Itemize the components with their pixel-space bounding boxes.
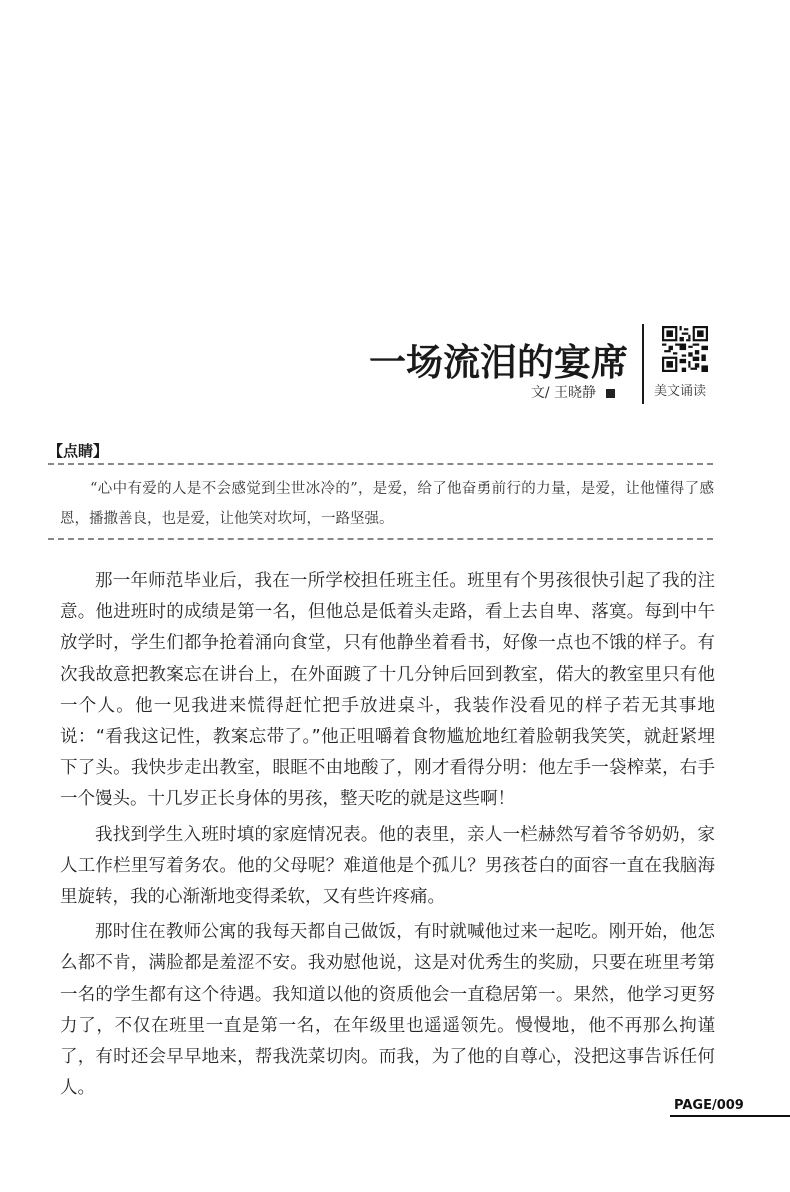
header-divider <box>642 324 644 404</box>
qr-code-icon[interactable] <box>662 326 708 372</box>
square-bullet-icon <box>606 389 615 398</box>
article-title: 一场流泪的宴席 <box>369 341 628 384</box>
page-number-rule <box>670 1115 790 1117</box>
page-number: PAGE/009 <box>674 1098 744 1113</box>
qr-caption: 美文诵读 <box>654 384 707 399</box>
author-name: 文/ 王晓静 <box>530 385 596 401</box>
dashed-divider-bottom <box>48 538 713 540</box>
article-header <box>369 322 710 402</box>
body-paragraph: 我找到学生入班时填的家庭情况表。他的表里，亲人一栏赫然写着爷爷奶奶，家人工作栏里写着务农。他的父母呢？难道他是个孤儿？男孩苍白的面容一直在我脑海里旋转，我的心渐渐地变得柔软，又有些许疼痛。 <box>60 824 715 908</box>
body-paragraph: 那时住在教师公寓的我每天都自己做饭，有时就喊他过来一起吃。刚开始，他怎么都不肯，满脸都是羞涩不安。我劝慰他说，这是对优秀生的奖励，只要在班里考第一名的学生都有这个待遇。我知道以他的资质他会一直稳居第一。果然，他学习更努力了，不仅在班里一直是第一名，在年级里也遥遥领先。慢慢地，他不再那么拘谨了，有时还会早早地来，帮我洗菜切肉。而我，为了他的自尊心，没把这事告诉任何人。 <box>60 922 715 1099</box>
dianjing-label: 【点睛】 <box>48 442 109 460</box>
article-body <box>60 566 715 1108</box>
dashed-divider-top <box>48 463 713 465</box>
byline <box>531 382 615 402</box>
dianjing-text: “心中有爱的人是不会感觉到尘世冰冷的”，是爱，给了他奋勇前行的力量，是爱，让他懂得了感恩，播撒善良，也是爱，让他笑对坎坷，一路坚强。 <box>60 481 714 527</box>
body-paragraph: 那一年师范毕业后，我在一所学校担任班主任。班里有个男孩很快引起了我的注意。他进班时的成绩是第一名，但他总是低着头走路，看上去自卑、落寞。每到中午放学时，学生们都争抢着涌向食堂，只有他静坐着看书，好像一点也不饿的样子。有次我故意把教案忘在讲台上，在外面踱了十几分钟后回到教室，偌大的教室里只有他一个人。他一见我进来慌得赶忙把手放进桌斗，我装作没看见的样子若无其事地说：“看我这记性，教案忘带了。”他正咀嚼着食物尴尬地红着脸朝我笑笑，就赶紧埋下了头。我快步走出教室，眼眶不由地酸了，刚才看得分明：他左手一袋榨菜，右手一个馒头。十几岁正长身体的男孩，整天吃的就是这些啊！ <box>60 571 715 810</box>
